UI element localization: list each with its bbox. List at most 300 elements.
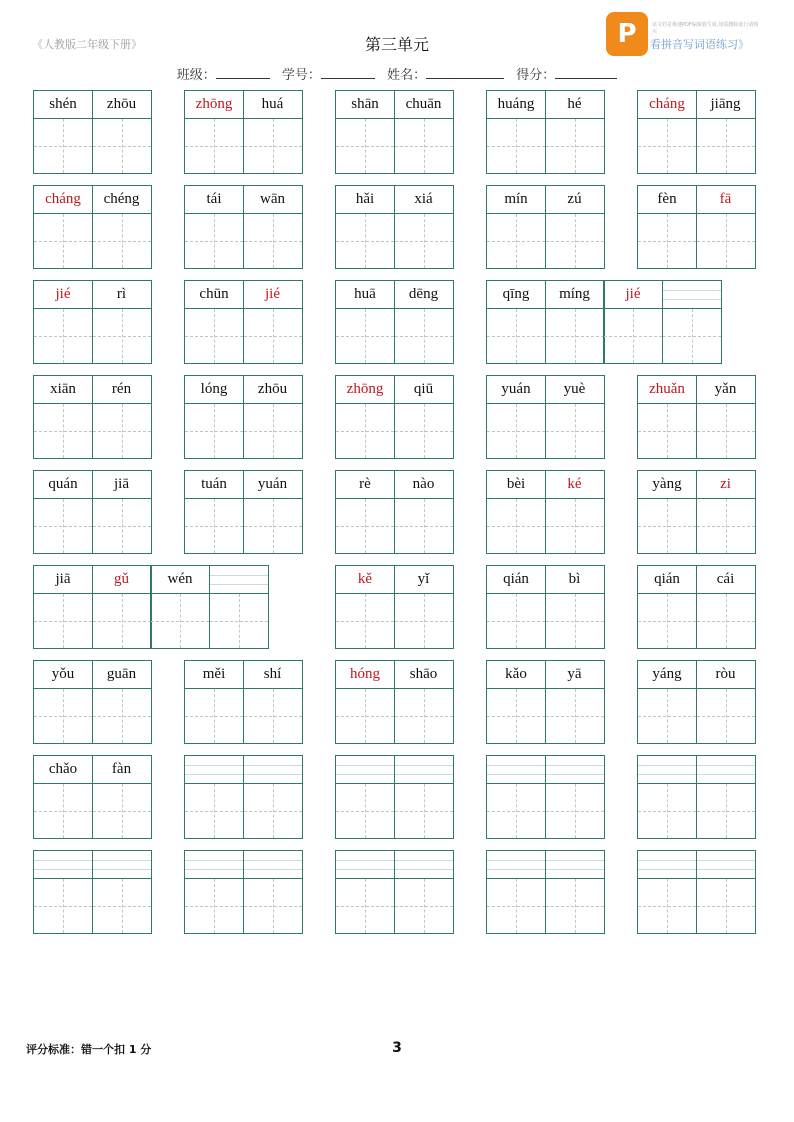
writing-box[interactable] — [697, 594, 755, 648]
writing-box[interactable] — [93, 119, 151, 173]
writing-box[interactable] — [638, 404, 696, 458]
class-label: 班级： — [176, 68, 216, 83]
character-cell — [33, 185, 93, 269]
pinyin-text: qián — [654, 571, 680, 587]
writing-box[interactable] — [638, 784, 696, 838]
pinyin-text: qīng — [502, 286, 530, 302]
pinyin-label — [185, 186, 243, 214]
writing-box[interactable] — [487, 309, 545, 363]
character-cell — [545, 90, 605, 174]
writing-box[interactable] — [395, 309, 453, 363]
writing-box[interactable] — [336, 689, 394, 743]
pinyin-label — [185, 281, 243, 309]
character-cell — [394, 660, 454, 744]
character-cell — [335, 565, 395, 649]
writing-box[interactable] — [185, 879, 243, 933]
character-cell — [486, 565, 546, 649]
pinyin-text: shāo — [409, 666, 438, 682]
character-cell — [394, 470, 454, 554]
character-cell — [33, 375, 93, 459]
writing-box[interactable] — [546, 309, 604, 363]
writing-box[interactable] — [185, 784, 243, 838]
word-block — [486, 850, 605, 934]
writing-box[interactable] — [697, 689, 755, 743]
character-cell — [335, 850, 395, 934]
character-cell — [92, 755, 152, 839]
character-cell — [545, 850, 605, 934]
character-cell — [335, 470, 395, 554]
pinyin-text: wān — [260, 191, 285, 207]
character-cell — [92, 375, 152, 459]
character-cell — [92, 470, 152, 554]
character-cell — [486, 470, 546, 554]
pinyin-label — [34, 566, 92, 594]
writing-box[interactable] — [546, 499, 604, 553]
writing-box[interactable] — [93, 214, 151, 268]
character-cell — [545, 185, 605, 269]
pinyin-text: qiū — [413, 381, 434, 397]
writing-box[interactable] — [395, 119, 453, 173]
pinyin-text: yáng — [652, 666, 682, 682]
writing-box[interactable] — [34, 784, 92, 838]
word-block — [33, 755, 152, 839]
writing-box[interactable] — [244, 784, 302, 838]
writing-box[interactable] — [93, 594, 151, 648]
writing-box[interactable] — [546, 689, 604, 743]
student-id-label: 学号： — [281, 68, 321, 83]
pinyin-label — [697, 91, 755, 119]
pinyin-label — [336, 851, 394, 879]
character-cell — [150, 565, 210, 649]
word-block — [184, 755, 303, 839]
writing-box[interactable] — [185, 499, 243, 553]
pinyin-text: bèi — [506, 476, 526, 492]
pinyin-label — [395, 661, 453, 689]
writing-box[interactable] — [697, 119, 755, 173]
pinyin-label — [244, 186, 302, 214]
writing-box[interactable] — [151, 594, 209, 648]
writing-box[interactable] — [34, 309, 92, 363]
character-cell — [545, 565, 605, 649]
writing-box[interactable] — [395, 689, 453, 743]
character-cell — [33, 850, 93, 934]
writing-box[interactable] — [93, 784, 151, 838]
writing-box[interactable] — [638, 879, 696, 933]
character-cell — [696, 850, 756, 934]
character-cell — [184, 850, 244, 934]
pinyin-label — [185, 756, 243, 784]
pinyin-label — [546, 851, 604, 879]
pinyin-label — [546, 661, 604, 689]
character-cell — [486, 850, 546, 934]
pinyin-label — [604, 281, 662, 309]
writing-box[interactable] — [546, 784, 604, 838]
character-cell — [662, 280, 722, 364]
word-block — [335, 90, 454, 174]
pinyin-label — [244, 851, 302, 879]
writing-box[interactable] — [546, 119, 604, 173]
pinyin-label — [34, 851, 92, 879]
pinyin-label — [546, 91, 604, 119]
pinyin-text: yuán — [501, 381, 531, 397]
pinyin-text: wén — [167, 571, 193, 587]
writing-box[interactable] — [93, 879, 151, 933]
pinyin-label — [336, 471, 394, 499]
writing-box[interactable] — [244, 404, 302, 458]
character-cell — [545, 755, 605, 839]
writing-box[interactable] — [185, 404, 243, 458]
character-cell — [33, 660, 93, 744]
word-block — [335, 470, 454, 554]
writing-box[interactable] — [487, 784, 545, 838]
pinyin-label — [638, 661, 696, 689]
writing-box[interactable] — [638, 594, 696, 648]
word-block — [486, 185, 605, 269]
character-cell — [696, 565, 756, 649]
pinyin-label — [487, 91, 545, 119]
writing-box[interactable] — [34, 214, 92, 268]
writing-box[interactable] — [244, 499, 302, 553]
pinyin-label — [93, 281, 151, 309]
pinyin-text: rén — [111, 381, 132, 397]
writing-box[interactable] — [638, 214, 696, 268]
pinyin-text: chuān — [405, 96, 442, 112]
pinyin-label — [336, 566, 394, 594]
writing-box[interactable] — [697, 404, 755, 458]
pinyin-text: huá — [261, 96, 284, 112]
writing-box[interactable] — [697, 879, 755, 933]
pinyin-label — [395, 471, 453, 499]
pinyin-label — [395, 186, 453, 214]
pinyin-label — [244, 471, 302, 499]
writing-box[interactable] — [185, 689, 243, 743]
character-cell — [92, 185, 152, 269]
pinyin-label — [395, 851, 453, 879]
character-cell — [696, 375, 756, 459]
character-cell — [637, 660, 697, 744]
writing-box[interactable] — [395, 214, 453, 268]
writing-box[interactable] — [336, 784, 394, 838]
character-cell — [243, 90, 303, 174]
character-cell — [184, 470, 244, 554]
pinyin-text: jiā — [55, 571, 71, 587]
character-cell — [335, 660, 395, 744]
character-cell — [335, 280, 395, 364]
pinyin-text: fàn — [111, 761, 132, 777]
character-cell — [486, 755, 546, 839]
watermark-note: 该文档是极速PDF编辑器生成,如需删除此行请购买 — [652, 22, 759, 35]
pinyin-label — [697, 471, 755, 499]
pinyin-label — [638, 851, 696, 879]
character-cell — [486, 185, 546, 269]
pinyin-label — [185, 471, 243, 499]
pinyin-text: cái — [716, 571, 735, 587]
character-cell — [545, 280, 605, 364]
pinyin-text: dēng — [408, 286, 439, 302]
writing-box[interactable] — [487, 499, 545, 553]
pinyin-text: kě — [357, 571, 373, 587]
writing-box[interactable] — [185, 214, 243, 268]
word-block — [33, 565, 269, 649]
character-cell — [394, 280, 454, 364]
word-block — [335, 565, 454, 649]
character-cell — [243, 660, 303, 744]
writing-box[interactable] — [395, 594, 453, 648]
character-cell — [243, 755, 303, 839]
pinyin-text: chūn — [199, 286, 229, 302]
writing-box[interactable] — [210, 594, 268, 648]
writing-box[interactable] — [395, 404, 453, 458]
character-cell — [603, 280, 663, 364]
pinyin-label — [395, 281, 453, 309]
pinyin-text: fā — [719, 191, 732, 207]
character-cell — [243, 185, 303, 269]
word-block — [637, 850, 756, 934]
pinyin-text: yā — [567, 666, 582, 682]
writing-box[interactable] — [244, 119, 302, 173]
character-cell — [394, 755, 454, 839]
writing-box[interactable] — [93, 309, 151, 363]
pinyin-text: rì — [116, 286, 127, 302]
pinyin-text: shān — [351, 96, 379, 112]
writing-box[interactable] — [34, 119, 92, 173]
writing-box[interactable] — [244, 309, 302, 363]
character-cell — [486, 90, 546, 174]
writing-box[interactable] — [395, 879, 453, 933]
writing-box[interactable] — [93, 689, 151, 743]
writing-box[interactable] — [336, 214, 394, 268]
character-cell — [33, 280, 93, 364]
character-cell — [92, 850, 152, 934]
writing-box[interactable] — [546, 214, 604, 268]
character-cell — [184, 280, 244, 364]
pinyin-label — [93, 91, 151, 119]
word-block — [486, 565, 605, 649]
word-block — [33, 850, 152, 934]
writing-box[interactable] — [546, 879, 604, 933]
pinyin-text: hóng — [350, 666, 380, 682]
pinyin-label — [638, 471, 696, 499]
pinyin-label — [93, 186, 151, 214]
pinyin-text: yǒu — [51, 666, 75, 682]
pinyin-label — [336, 376, 394, 404]
writing-box[interactable] — [244, 879, 302, 933]
writing-box[interactable] — [336, 404, 394, 458]
writing-box[interactable] — [697, 784, 755, 838]
character-cell — [394, 185, 454, 269]
writing-box[interactable] — [93, 404, 151, 458]
writing-box[interactable] — [336, 879, 394, 933]
word-block — [184, 470, 303, 554]
pinyin-label — [34, 281, 92, 309]
writing-box[interactable] — [487, 689, 545, 743]
pinyin-label — [34, 91, 92, 119]
pinyin-text: chéng — [103, 191, 140, 207]
writing-box[interactable] — [487, 594, 545, 648]
word-block — [335, 375, 454, 459]
character-cell — [696, 470, 756, 554]
word-block — [184, 90, 303, 174]
pinyin-label — [697, 851, 755, 879]
pinyin-text: shí — [263, 666, 282, 682]
character-cell — [243, 280, 303, 364]
pinyin-text: zi — [720, 476, 731, 492]
character-cell — [394, 850, 454, 934]
pinyin-label — [697, 376, 755, 404]
writing-box[interactable] — [185, 309, 243, 363]
word-block — [33, 90, 152, 174]
writing-box[interactable] — [34, 689, 92, 743]
word-block — [33, 280, 152, 364]
writing-box[interactable] — [697, 214, 755, 268]
word-block — [486, 755, 605, 839]
writing-box[interactable] — [663, 309, 721, 363]
writing-box[interactable] — [244, 214, 302, 268]
pinyin-label — [638, 376, 696, 404]
pinyin-label — [93, 566, 151, 594]
word-block — [335, 280, 454, 364]
character-cell — [92, 280, 152, 364]
character-cell — [637, 755, 697, 839]
writing-box[interactable] — [395, 499, 453, 553]
character-cell — [545, 470, 605, 554]
pinyin-label — [93, 376, 151, 404]
pinyin-label — [34, 471, 92, 499]
writing-box[interactable] — [34, 594, 92, 648]
writing-box[interactable] — [638, 119, 696, 173]
pinyin-label — [93, 756, 151, 784]
pinyin-label — [34, 186, 92, 214]
pinyin-label — [487, 851, 545, 879]
writing-box[interactable] — [336, 119, 394, 173]
pinyin-text: zhōu — [106, 96, 137, 112]
writing-box[interactable] — [487, 879, 545, 933]
writing-box[interactable] — [336, 309, 394, 363]
writing-box[interactable] — [336, 594, 394, 648]
worksheet-label: 看拼音写词语练习》 — [650, 38, 749, 51]
pinyin-text: zú — [567, 191, 582, 207]
character-cell — [33, 90, 93, 174]
character-cell — [637, 850, 697, 934]
character-cell — [637, 185, 697, 269]
pinyin-label — [210, 566, 268, 594]
pinyin-text: hé — [567, 96, 582, 112]
pinyin-label — [93, 851, 151, 879]
pinyin-label — [336, 186, 394, 214]
writing-box[interactable] — [185, 119, 243, 173]
pinyin-label — [546, 471, 604, 499]
textbook-label: 《人教版二年级下册》 — [32, 38, 142, 51]
pinyin-label — [34, 661, 92, 689]
scoring-rule: 评分标准：错一个扣 1 分 — [26, 1043, 152, 1056]
page-number: 3 — [392, 1040, 402, 1056]
pinyin-label — [638, 566, 696, 594]
pinyin-text: zhōng — [346, 381, 384, 397]
character-cell — [696, 755, 756, 839]
pinyin-text: zhōu — [257, 381, 288, 397]
word-block — [33, 660, 152, 744]
writing-box[interactable] — [487, 214, 545, 268]
writing-box[interactable] — [34, 499, 92, 553]
character-cell — [637, 375, 697, 459]
pinyin-label — [151, 566, 209, 594]
pinyin-text: yǐ — [417, 571, 430, 587]
character-cell — [696, 660, 756, 744]
word-block — [637, 185, 756, 269]
writing-box[interactable] — [546, 594, 604, 648]
writing-box[interactable] — [244, 689, 302, 743]
word-block — [184, 660, 303, 744]
word-block — [486, 280, 722, 364]
character-cell — [33, 755, 93, 839]
writing-box[interactable] — [604, 309, 662, 363]
pinyin-label — [638, 756, 696, 784]
pinyin-text: rè — [359, 476, 371, 492]
pinyin-label — [487, 756, 545, 784]
character-cell — [335, 375, 395, 459]
writing-box[interactable] — [34, 879, 92, 933]
pinyin-label — [336, 756, 394, 784]
character-cell — [335, 90, 395, 174]
word-block — [33, 375, 152, 459]
pinyin-label — [244, 756, 302, 784]
writing-box[interactable] — [546, 404, 604, 458]
word-block — [184, 185, 303, 269]
character-cell — [33, 470, 93, 554]
word-block — [184, 375, 303, 459]
pinyin-label — [546, 281, 604, 309]
character-cell — [335, 185, 395, 269]
character-cell — [184, 90, 244, 174]
word-block — [637, 660, 756, 744]
writing-box[interactable] — [93, 499, 151, 553]
pinyin-label — [638, 91, 696, 119]
writing-box[interactable] — [34, 404, 92, 458]
pinyin-text: nào — [412, 476, 435, 492]
writing-box[interactable] — [395, 784, 453, 838]
pinyin-label — [185, 376, 243, 404]
pinyin-text: guān — [106, 666, 137, 682]
character-cell — [394, 375, 454, 459]
writing-box[interactable] — [638, 689, 696, 743]
character-cell — [92, 90, 152, 174]
pinyin-label — [697, 756, 755, 784]
writing-box[interactable] — [697, 499, 755, 553]
character-cell — [637, 90, 697, 174]
character-cell — [696, 185, 756, 269]
pinyin-text: huā — [354, 286, 376, 302]
pinyin-text: ròu — [715, 666, 736, 682]
character-cell — [209, 565, 269, 649]
pinyin-label — [244, 91, 302, 119]
pinyin-label — [546, 376, 604, 404]
character-cell — [335, 755, 395, 839]
character-cell — [637, 565, 697, 649]
writing-box[interactable] — [336, 499, 394, 553]
pinyin-label — [336, 281, 394, 309]
word-block — [184, 280, 303, 364]
writing-box[interactable] — [638, 499, 696, 553]
pinyin-text: shén — [49, 96, 77, 112]
pinyin-text: cháng — [45, 191, 81, 207]
character-cell — [184, 755, 244, 839]
logo-letter: P — [617, 19, 637, 49]
pinyin-text: fèn — [657, 191, 677, 207]
pinyin-text: kǎo — [505, 666, 527, 682]
writing-box[interactable] — [487, 119, 545, 173]
writing-box[interactable] — [487, 404, 545, 458]
pinyin-text: hǎi — [355, 191, 375, 207]
